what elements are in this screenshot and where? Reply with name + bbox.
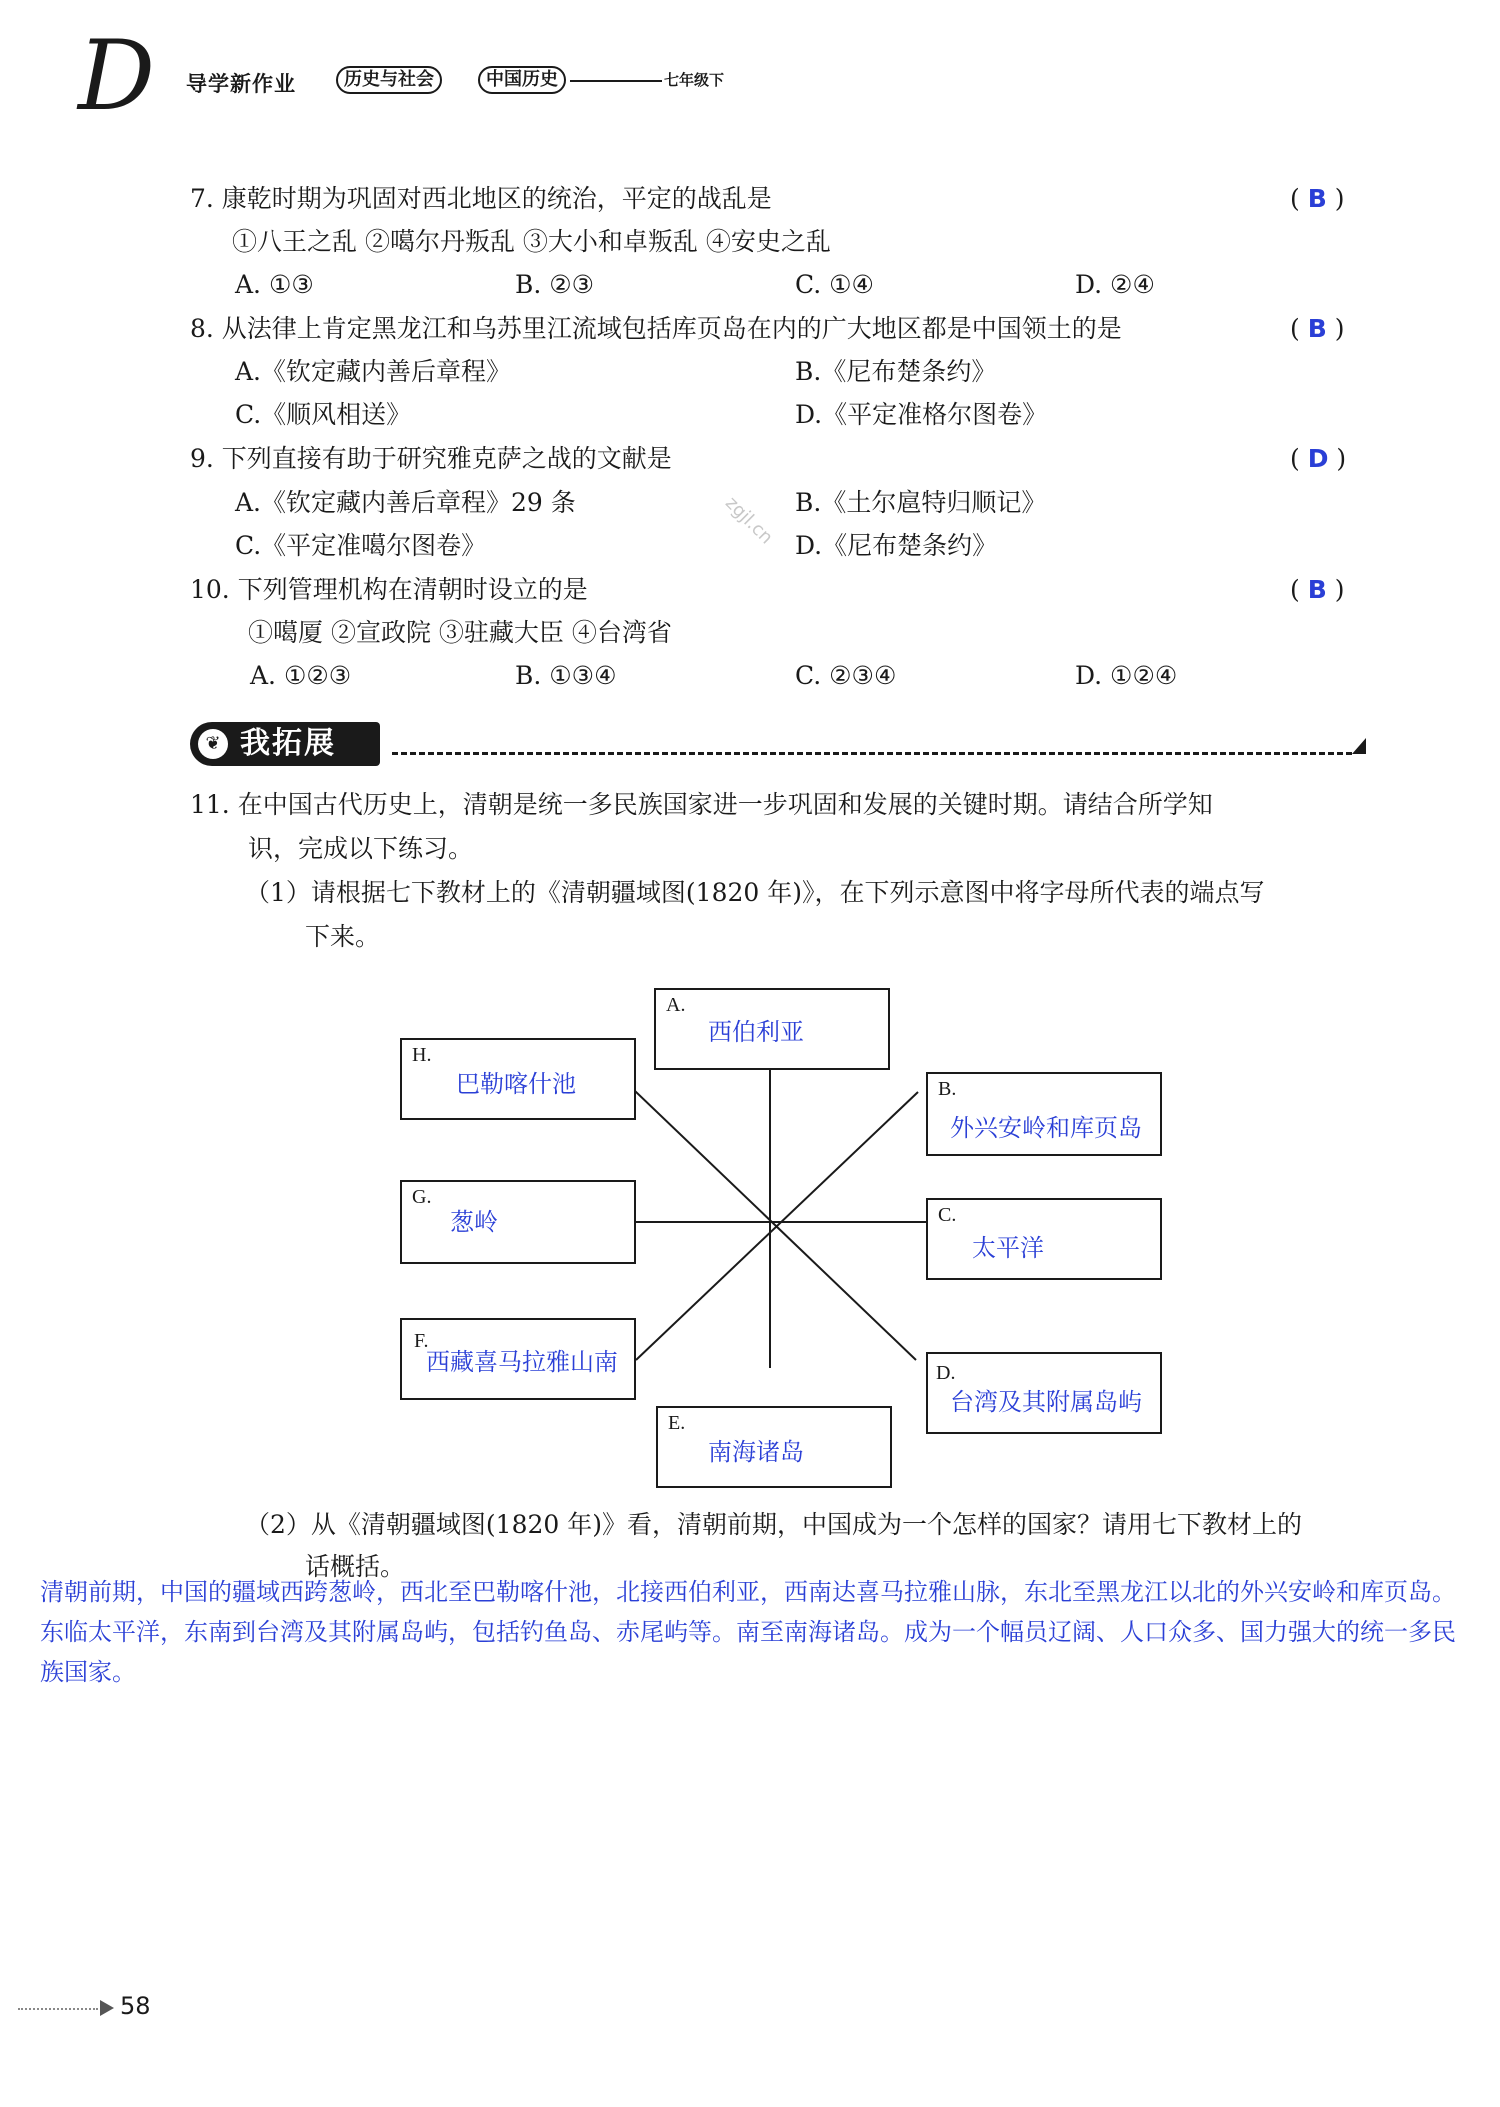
q10-option-a: A. ①②③ bbox=[250, 661, 352, 690]
q11-sub1-line1: （1）请根据七下教材上的《清朝疆域图(1820 年)》，在下列示意图中将字母所代表的端点写 bbox=[245, 878, 1265, 907]
box-g-label: G. bbox=[412, 1186, 432, 1208]
box-h-value: 巴勒喀什池 bbox=[456, 1070, 576, 1098]
page-number: 58 bbox=[120, 1992, 151, 2020]
q11-sub2-line1: （2）从《清朝疆域图(1820 年)》看，清朝前期，中国成为一个怎样的国家？请用七下教材上的 bbox=[245, 1510, 1302, 1539]
box-b-value: 外兴安岭和库页岛 bbox=[950, 1114, 1142, 1142]
box-a-label: A. bbox=[666, 994, 686, 1016]
q9-stem: 9. 下列直接有助于研究雅克萨之战的文献是 bbox=[190, 444, 672, 473]
q11-stem-line2: 识，完成以下练习。 bbox=[248, 834, 474, 863]
subject-badge-2: 中国历史 bbox=[478, 66, 566, 94]
box-a bbox=[654, 988, 890, 1070]
box-c bbox=[926, 1198, 1162, 1280]
q7-option-b: B. ②③ bbox=[515, 270, 595, 299]
q8-option-a: A.《钦定藏内善后章程》 bbox=[235, 357, 512, 386]
q10-answer-letter: B bbox=[1307, 575, 1327, 604]
q7-items: ①八王之乱 ②噶尔丹叛乱 ③大小和卓叛乱 ④安史之乱 bbox=[232, 227, 831, 256]
q10-answer: ( B ) bbox=[1290, 575, 1345, 604]
q9-option-c: C.《平定准噶尔图卷》 bbox=[235, 531, 487, 560]
q10-option-c: C. ②③④ bbox=[795, 661, 897, 690]
box-f-value: 西藏喜马拉雅山南 bbox=[426, 1348, 618, 1376]
handwritten-answer: 清朝前期，中国的疆域西跨葱岭，西北至巴勒喀什池，北接西伯利亚，西南达喜马拉雅山脉，东北至黑龙江以北的外兴安岭和库页岛。东临太平洋，东南到台湾及其附属岛屿，包括钓鱼岛、赤尾屿等。南至南海诸岛。成为一个幅员辽阔、人口众多、国力强大的统一多民族国家。 bbox=[40, 1578, 1456, 1686]
box-a-value: 西伯利亚 bbox=[708, 1018, 804, 1046]
brand-title: 导学新作业 bbox=[186, 72, 296, 96]
q8-option-b: B.《尼布楚条约》 bbox=[795, 357, 997, 386]
box-g bbox=[400, 1180, 636, 1264]
q8-answer: ( B ) bbox=[1290, 314, 1345, 343]
q7-option-d: D. ②④ bbox=[1075, 270, 1155, 299]
box-d bbox=[926, 1352, 1162, 1434]
footer-dotted-line bbox=[18, 2008, 98, 2010]
q7-option-c: C. ①④ bbox=[795, 270, 874, 299]
box-h-label: H. bbox=[412, 1044, 432, 1066]
subject-badge-1: 历史与社会 bbox=[336, 66, 442, 94]
box-f bbox=[400, 1318, 636, 1400]
box-d-value: 台湾及其附属岛屿 bbox=[950, 1388, 1142, 1416]
q9-option-d: D.《尼布楚条约》 bbox=[795, 531, 998, 560]
q9-answer-letter: D bbox=[1307, 444, 1329, 473]
box-b-label: B. bbox=[938, 1078, 957, 1100]
box-c-label: C. bbox=[938, 1204, 957, 1226]
q8-stem: 8. 从法律上肯定黑龙江和乌苏里江流域包括库页岛在内的广大地区都是中国领土的是 bbox=[190, 314, 1122, 343]
q11-sub1-line2: 下来。 bbox=[305, 922, 381, 951]
wheat-icon: ❦ bbox=[198, 729, 228, 759]
logo-letter: D bbox=[78, 20, 155, 132]
box-e-label: E. bbox=[668, 1412, 686, 1434]
box-h bbox=[400, 1038, 636, 1120]
box-e bbox=[656, 1406, 892, 1488]
box-f-label: F. bbox=[414, 1330, 429, 1352]
section-title: 我拓展 bbox=[240, 726, 336, 761]
q11-sub2-line2: 话概括。 bbox=[305, 1552, 406, 1581]
q8-option-d: D.《平定准格尔图卷》 bbox=[795, 400, 1048, 429]
q7-option-a: A. ①③ bbox=[235, 270, 314, 299]
q7-answer: ( B ) bbox=[1290, 184, 1345, 213]
watermark: zgjl.cn bbox=[721, 492, 777, 549]
box-b bbox=[926, 1072, 1162, 1156]
q9-option-b: B.《土尔扈特归顺记》 bbox=[795, 488, 1047, 517]
box-c-value: 太平洋 bbox=[972, 1234, 1044, 1262]
q8-answer-letter: B bbox=[1307, 314, 1327, 343]
q9-answer: ( D ) bbox=[1290, 444, 1347, 473]
q9-option-a: A.《钦定藏内善后章程》29 条 bbox=[235, 488, 576, 517]
box-g-value: 葱岭 bbox=[450, 1208, 498, 1236]
q10-stem: 10. 下列管理机构在清朝时设立的是 bbox=[190, 575, 588, 604]
box-d-label: D. bbox=[936, 1362, 956, 1384]
q10-option-d: D. ①②④ bbox=[1075, 661, 1178, 690]
q7-answer-letter: B bbox=[1307, 184, 1327, 213]
box-e-value: 南海诸岛 bbox=[708, 1438, 804, 1466]
footer-arrow-icon bbox=[100, 2000, 114, 2016]
q10-items: ①噶厦 ②宣政院 ③驻藏大臣 ④台湾省 bbox=[248, 618, 672, 647]
grade-label: 七年级下 bbox=[664, 71, 725, 89]
q10-option-b: B. ①③④ bbox=[515, 661, 617, 690]
q8-option-c: C.《顺风相送》 bbox=[235, 400, 412, 429]
q11-stem-line1: 11. 在中国古代历史上，清朝是统一多民族国家进一步巩固和发展的关键时期。请结合所学知 bbox=[190, 790, 1213, 819]
q7-stem: 7. 康乾时期为巩固对西北地区的统治，平定的战乱是 bbox=[190, 184, 772, 213]
